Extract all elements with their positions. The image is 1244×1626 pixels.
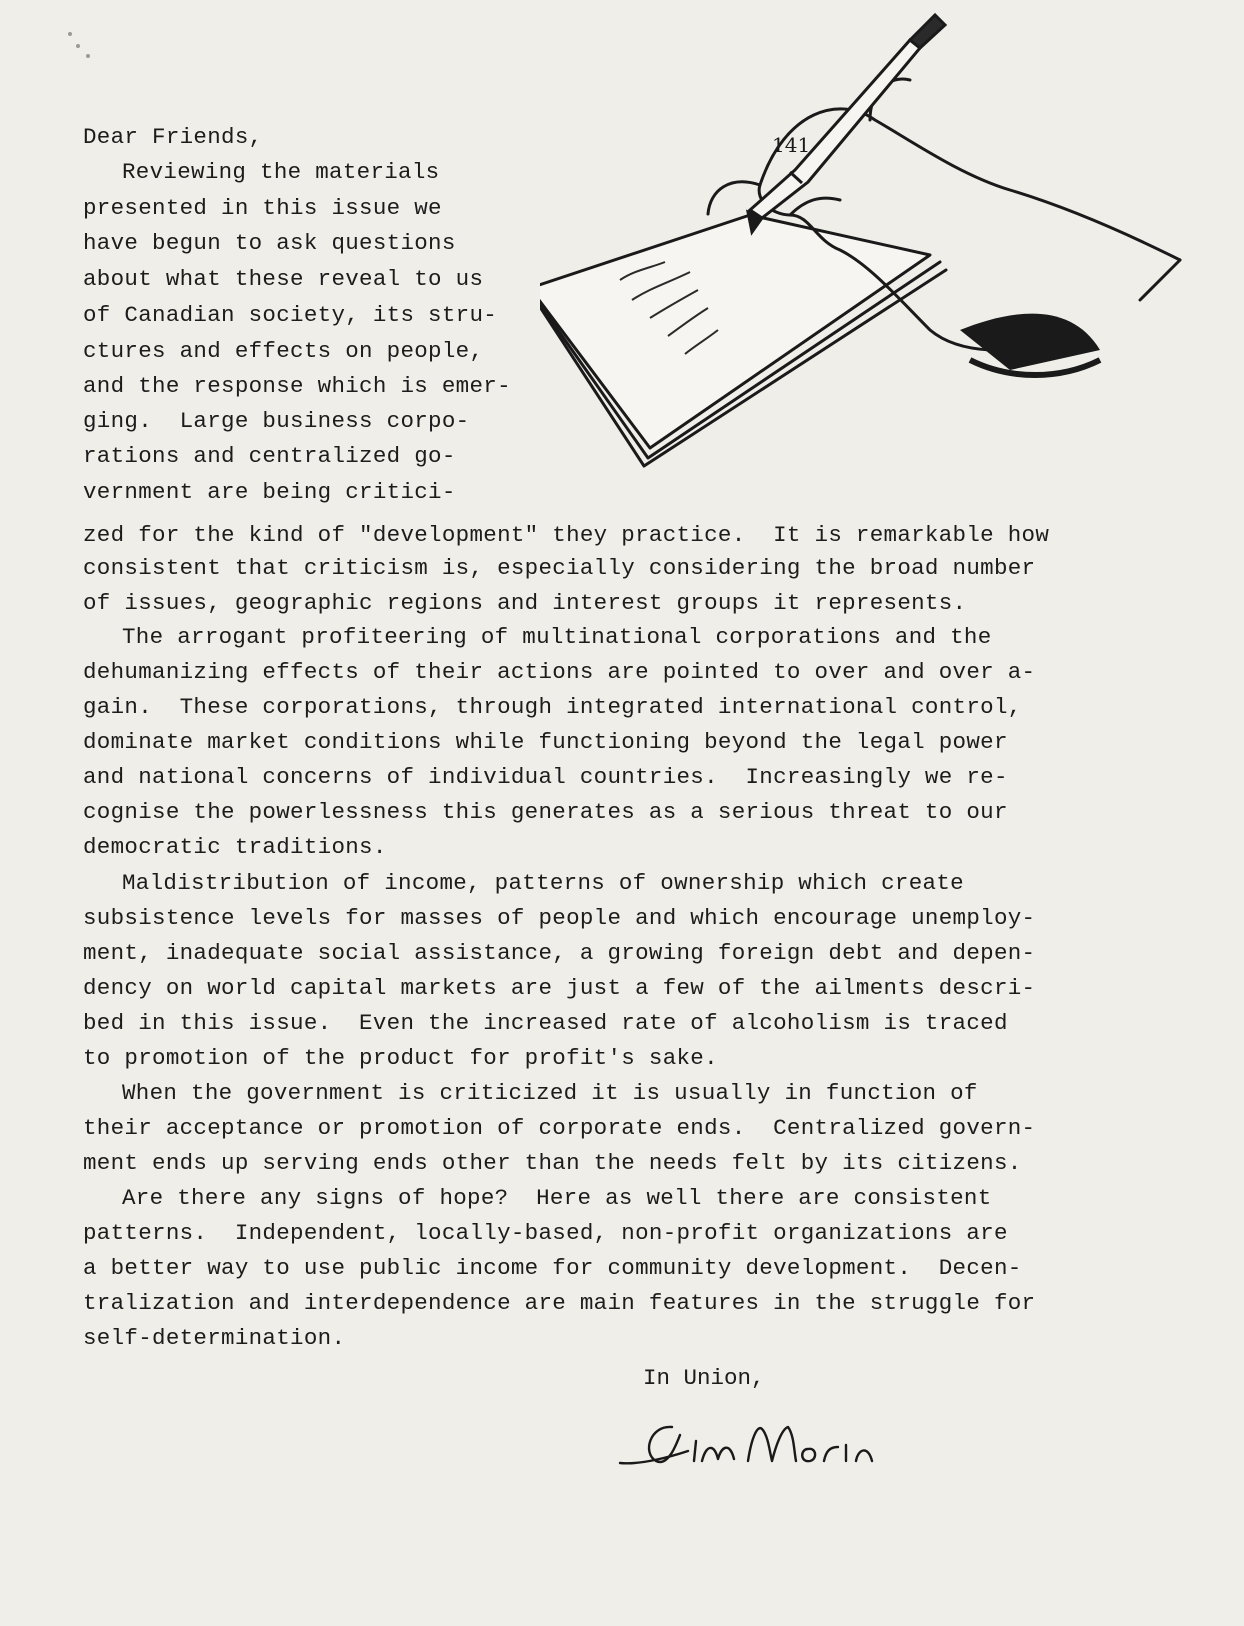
letter-line: ging. Large business corpo- [83,408,470,434]
letter-line: rations and centralized go- [83,443,456,469]
letter-line: zed for the kind of "development" they practice. It is remarkable how [83,522,1050,548]
letter-line: When the government is criticized it is usually in function of [122,1080,978,1106]
signature [610,1405,890,1495]
letter-line: of Canadian society, its stru- [83,302,498,328]
punch-holes [60,20,100,60]
letter-line: a better way to use public income for community development. Decen- [83,1255,1022,1281]
letter-line: and national concerns of individual countries. Increasingly we re- [83,764,1008,790]
letter-line: have begun to ask questions [83,230,456,256]
letter-line: of issues, geographic regions and interest groups it represents. [83,590,967,616]
salutation: Dear Friends, [83,124,263,150]
letter-line: Maldistribution of income, patterns of ownership which create [122,870,964,896]
letter-line: and the response which is emer- [83,373,511,399]
letter-line: tralization and interdependence are main features in the struggle for [83,1290,1036,1316]
letter-line: bed in this issue. Even the increased rate of alcoholism is traced [83,1010,1008,1036]
letter-line: ctures and effects on people, [83,338,484,364]
letter-line: presented in this issue we [83,195,442,221]
letter-line: dehumanizing effects of their actions are pointed to over and over a- [83,659,1036,685]
letter-line: dominate market conditions while functioning beyond the legal power [83,729,1008,755]
letter-line: ment ends up serving ends other than the needs felt by its citizens. [83,1150,1022,1176]
letter-line: The arrogant profiteering of multinational corporations and the [122,624,992,650]
letter-line: vernment are being critici- [83,479,456,505]
letter-line: to promotion of the product for profit's sake. [83,1045,718,1071]
letter-line: consistent that criticism is, especially considering the broad number [83,555,1036,581]
letter-line: cognise the powerlessness this generates as a serious threat to our [83,799,1008,825]
letter-line: ment, inadequate social assistance, a growing foreign debt and depen- [83,940,1036,966]
letter-line: subsistence levels for masses of people and which encourage unemploy- [83,905,1036,931]
hand-writing-letter-icon [540,0,1200,520]
letter-line: self-determination. [83,1325,346,1351]
letter-line: democratic traditions. [83,834,387,860]
closing: In Union, [643,1365,765,1391]
letter-line: their acceptance or promotion of corporate ends. Centralized govern- [83,1115,1036,1141]
illustration-text: 141 [772,133,811,157]
letter-line: patterns. Independent, locally-based, non-profit organizations are [83,1220,1008,1246]
letter-line: dency on world capital markets are just a few of the ailments descri- [83,975,1036,1001]
letter-line: Reviewing the materials [122,159,440,185]
letter-line: gain. These corporations, through integrated international control, [83,694,1022,720]
letter-line: Are there any signs of hope? Here as well there are consistent [122,1185,992,1211]
letter-line: about what these reveal to us [83,266,484,292]
